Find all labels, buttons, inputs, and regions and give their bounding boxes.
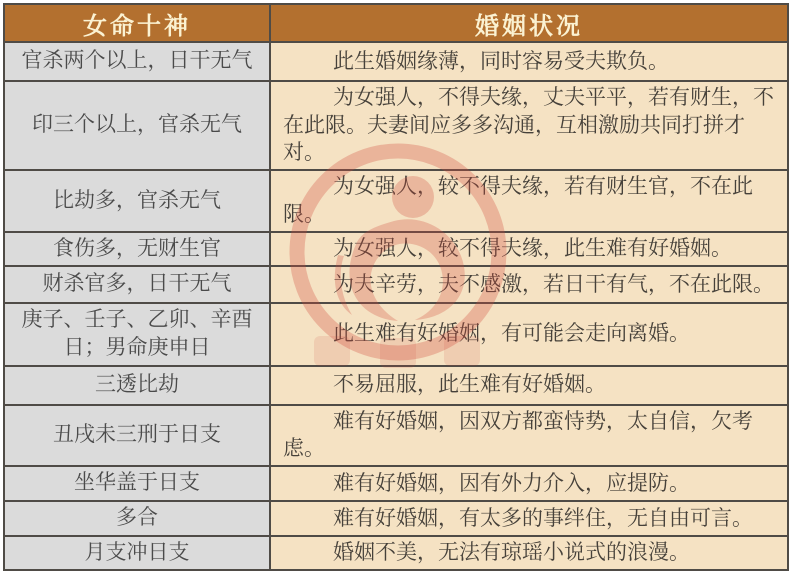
marriage-status-cell: 难有好婚姻，有太多的事绊住，无自由可言。 [270, 501, 788, 536]
ten-gods-marriage-table [3, 3, 789, 571]
table-row [4, 536, 788, 570]
marriage-status-cell: 为女强人，较不得夫缘，此生难有好婚姻。 [270, 232, 788, 266]
marriage-status-cell: 婚姻不美，无法有琼瑶小说式的浪漫。 [270, 536, 788, 570]
marriage-status-cell: 此生难有好婚姻，有可能会走向离婚。 [270, 303, 788, 366]
ten-gods-cell: 印三个以上，官杀无气 [4, 81, 270, 170]
table-row [4, 303, 788, 366]
ten-gods-cell: 官杀两个以上，日干无气 [4, 42, 270, 81]
marriage-status-cell: 不易屈服，此生难有好婚姻。 [270, 366, 788, 405]
ten-gods-cell: 坐华盖于日支 [4, 466, 270, 501]
marriage-status-cell: 难有好婚姻，因有外力介入，应提防。 [270, 466, 788, 501]
table-row [4, 366, 788, 405]
marriage-status-cell: 为夫辛劳，夫不感激，若日干有气，不在此限。 [270, 266, 788, 303]
table-row [4, 405, 788, 466]
table-row [4, 501, 788, 536]
ten-gods-cell: 食伤多，无财生官 [4, 232, 270, 266]
ten-gods-cell: 月支冲日支 [4, 536, 270, 570]
header-row [4, 4, 788, 42]
marriage-status-cell: 为女强人，较不得夫缘，若有财生官，不在此限。 [270, 170, 788, 231]
table-row [4, 170, 788, 231]
table-row [4, 266, 788, 303]
ten-gods-cell: 三透比劫 [4, 366, 270, 405]
ten-gods-cell: 财杀官多，日干无气 [4, 266, 270, 303]
column-header-marriage-status: 婚姻状况 [270, 4, 788, 42]
table-row [4, 42, 788, 81]
table-body [4, 42, 788, 570]
table-row [4, 81, 788, 170]
ten-gods-cell: 比劫多，官杀无气 [4, 170, 270, 231]
marriage-status-cell: 此生婚姻缘薄，同时容易受夫欺负。 [270, 42, 788, 81]
ten-gods-cell: 多合 [4, 501, 270, 536]
marriage-status-cell: 难有好婚姻，因双方都蛮恃势，太自信，欠考虑。 [270, 405, 788, 466]
table-row [4, 232, 788, 266]
ten-gods-cell: 庚子、壬子、乙卯、辛酉日；男命庚申日 [4, 303, 270, 366]
column-header-ten-gods: 女命十神 [4, 4, 270, 42]
marriage-status-cell: 为女强人，不得夫缘，丈夫平平，若有财生，不在此限。夫妻间应多多沟通，互相激励共同打拼才对。 [270, 81, 788, 170]
ten-gods-cell: 丑戌未三刑于日支 [4, 405, 270, 466]
table-row [4, 466, 788, 501]
